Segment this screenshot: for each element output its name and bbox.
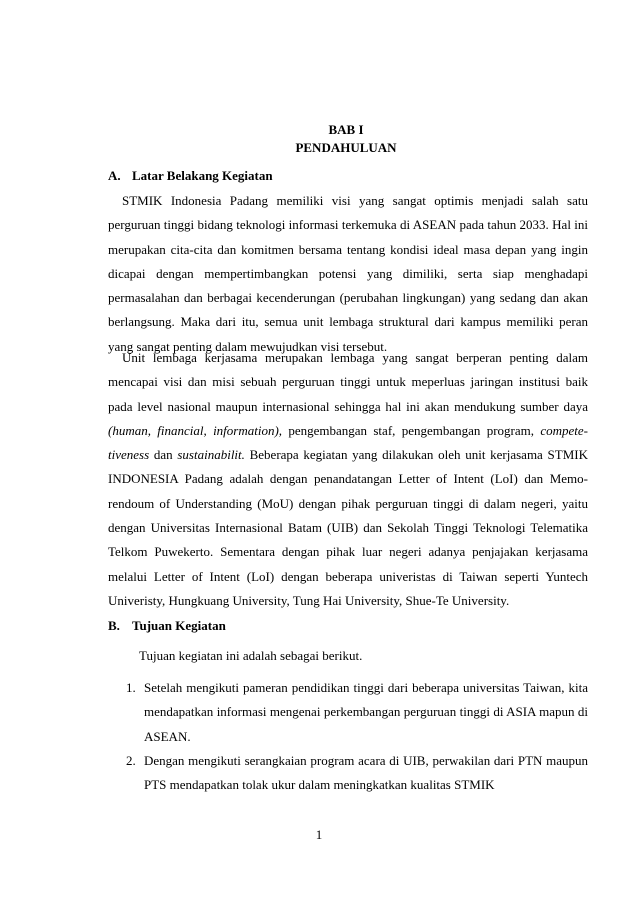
section-b-heading <box>108 617 226 635</box>
paragraph-2-text-3: dan <box>149 447 178 463</box>
list-item <box>108 676 588 749</box>
paragraph-2-italic-2: competetiveness <box>108 422 588 463</box>
section-a-paragraph-1: STMIK Indonesia Padang memiliki visi yang sangat optimis menjadi salah satu perguruan tinggi bidang teknologi informasi terkemuka di ASEAN pada tahun 2033. Hal ini merupakan cita-cita dan komitmen bersama tentang kondisi ideal masa depan yang ingin dicapai dengan mempertimbangkan potensi yang dimiliki, serta siap menghadapi permasalahan dan berbagai kecenderungan (perubahan lingkungan) yang sedang dan akan berlangsung. Maka dari itu, semua unit lembaga struktural dari kampus memiliki peran yang sangat penting dalam mewujudkan visi tersebut. <box>108 193 588 354</box>
list-item-number: 2. <box>126 752 136 768</box>
section-a-heading <box>108 167 273 185</box>
section-b-title: Tujuan Kegiatan <box>132 618 226 633</box>
section-a-paragraph-2 <box>108 346 588 613</box>
paragraph-2-text-1: Unit lembaga kerjasama merupakan lembaga yang sangat berperan penting dalam mencapai visi dan misi sebuah perguruan tinggi untuk meperluas jaringan institusi baik pada level nasional maupun internasional sehingga hal ini akan mendukung sumber daya <box>108 350 588 414</box>
chapter-label: BAB I <box>328 122 364 137</box>
section-a-letter: A. <box>108 168 121 183</box>
section-b-letter: B. <box>108 618 120 633</box>
list-item-text: Setelah mengikuti pameran pendidikan tinggi dari beberapa universitas Taiwan, kita mendapatkan informasi mengenai perkembangan perguruan tinggi di ASIA mapun di ASEAN. <box>144 680 588 744</box>
section-a-title: Latar Belakang Kegiatan <box>132 168 273 183</box>
paragraph-2-italic-1: (human, financial, information), <box>108 422 283 438</box>
paragraph-2-text-4: Beberapa kegiatan yang dilakukan oleh unit kerjasama STMIK INDONESIA Padang adalah dengan penandatangan Letter of Intent (LoI) dan Memorendoum of Understanding (MoU) dengan pihak perguruan tinggi di dalam negeri, yaitu dengan Universitas Internasional Batam (UIB) dan Sekolah Tinggi Teknologi Telematika Telkom Puwekerto. Sementara dengan pihak luar negeri adanya penjajakan kerjasama melalui Letter of Intent (LoI) dengan beberapa univeristas di Taiwan seperti Yuntech Univeristy, Hungkuang University, Tung Hai University, Shue-Te University. <box>108 447 588 608</box>
section-b-intro: Tujuan kegiatan ini adalah sebagai berikut. <box>139 648 363 663</box>
list-item-number: 1. <box>126 680 136 695</box>
list-item <box>108 749 588 798</box>
objectives-list <box>108 676 588 797</box>
page-number: 1 <box>315 827 323 842</box>
list-item-text: Dengan mengikuti serangkaian program acara di UIB, perwakilan dari PTN maupun PTS mendapatkan tolak ukur dalam meningkatkan kualitas STMIK <box>144 752 588 793</box>
paragraph-2-text-2: pengembangan staf, pengembangan program, <box>282 422 541 438</box>
paragraph-2-italic-3: sustainabilit. <box>177 447 245 463</box>
chapter-title: PENDAHULUAN <box>295 140 397 155</box>
